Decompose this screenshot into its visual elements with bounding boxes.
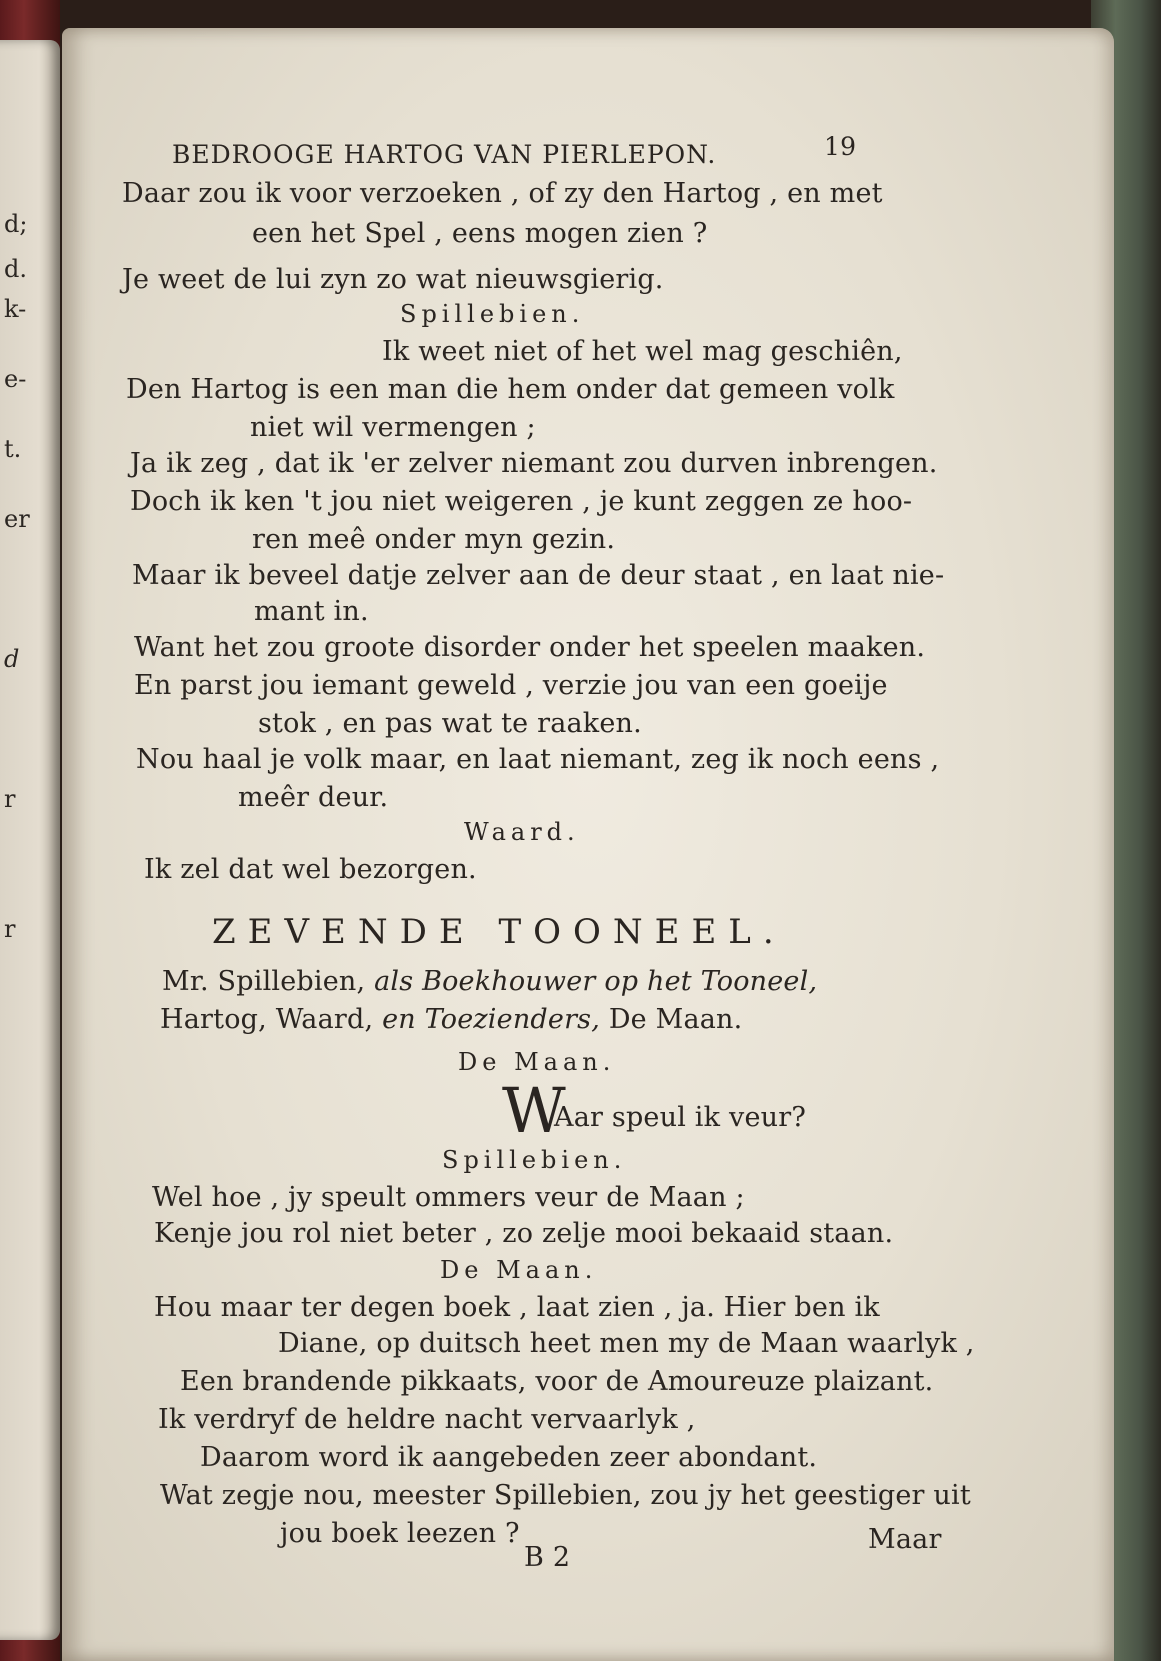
book-page: [62, 28, 1114, 1661]
text-line: Wel hoe , jy speult ommers veur de Maan ;: [152, 1182, 745, 1213]
catchword: Maar: [868, 1524, 942, 1555]
text-line: meêr deur.: [238, 782, 389, 813]
text-line: Wat zegje nou, meester Spillebien, zou jy het geestiger uit: [160, 1480, 971, 1511]
cast-note: en Toezienders,: [382, 1004, 601, 1035]
text-line: Ja ik zeg , dat ik 'er zelver niemant zou durven inbrengen.: [130, 448, 938, 479]
left-fragment: t.: [4, 435, 22, 463]
left-fragment: e-: [4, 365, 27, 393]
text-line: ren meê onder myn gezin.: [252, 524, 616, 555]
cast-name: Hartog, Waard,: [160, 1004, 374, 1035]
speaker-name: De Maan.: [458, 1048, 616, 1076]
signature-mark: B 2: [524, 1542, 571, 1573]
left-fragment: k-: [4, 295, 27, 323]
text-line: Een brandende pikkaats, voor de Amoureuze plaizant.: [180, 1366, 934, 1397]
left-fragment: r: [4, 785, 16, 813]
cast-name: De Maan.: [608, 1004, 743, 1035]
text-line: Je weet de lui zyn zo wat nieuwsgierig.: [122, 264, 664, 295]
text-line: Maar ik beveel datje zelver aan de deur staat , en laat nie-: [132, 560, 945, 591]
speaker-name: Waard.: [464, 818, 580, 846]
page-number: 19: [824, 132, 857, 161]
left-fragment: r: [4, 915, 16, 943]
text-line: Kenje jou rol niet beter , zo zelje mooi bekaaid staan.: [154, 1218, 894, 1249]
text-line: een het Spel , eens mogen zien ?: [252, 218, 708, 249]
text-line: Ik weet niet of het wel mag geschiên,: [382, 336, 903, 367]
text-line: Aar speul ik veur?: [554, 1102, 806, 1133]
left-fragment: d.: [4, 255, 27, 283]
speaker-name: Spillebien.: [400, 300, 585, 328]
left-page-edge: [0, 40, 60, 1640]
cast-list: [160, 1004, 742, 1035]
text-line: mant in.: [254, 596, 369, 627]
speaker-name: De Maan.: [440, 1256, 598, 1284]
scene-title: ZEVENDE TOONEEL.: [212, 912, 786, 952]
text-line: Daarom word ik aangebeden zeer abondant.: [200, 1442, 818, 1473]
text-line: Hou maar ter degen boek , laat zien , ja. Hier ben ik: [154, 1292, 880, 1323]
cast-list: [162, 966, 817, 997]
text-line: Diane, op duitsch heet men my de Maan waarlyk ,: [278, 1328, 975, 1359]
left-fragment: d: [4, 645, 20, 673]
text-line: stok , en pas wat te raaken.: [258, 708, 642, 739]
text-line: Den Hartog is een man die hem onder dat gemeen volk: [126, 374, 895, 405]
text-line: Ik verdryf de heldre nacht vervaarlyk ,: [158, 1404, 696, 1435]
text-line: niet wil vermengen ;: [250, 412, 536, 443]
text-line: Want het zou groote disorder onder het speelen maaken.: [134, 632, 926, 663]
text-line: Ik zel dat wel bezorgen.: [144, 854, 477, 885]
text-line: Nou haal je volk maar, en laat niemant, zeg ik noch eens ,: [136, 744, 940, 775]
running-title: BEDROOGE HARTOG VAN PIERLEPON.: [172, 140, 717, 169]
speaker-name: Spillebien.: [442, 1146, 627, 1174]
left-fragment: d;: [4, 210, 28, 238]
cast-note: als Boekhouwer op het Tooneel,: [374, 966, 818, 997]
text-line: En parst jou iemant geweld , verzie jou van een goeije: [134, 670, 888, 701]
text-line: Daar zou ik voor verzoeken , of zy den Hartog , en met: [122, 178, 883, 209]
drop-cap: W: [502, 1074, 566, 1147]
text-line: Doch ik ken 't jou niet weigeren , je kunt zeggen ze hoo-: [130, 486, 913, 517]
left-fragment: er: [4, 505, 30, 533]
text-line: jou boek leezen ?: [280, 1518, 520, 1549]
cast-name: Mr. Spillebien,: [162, 966, 366, 997]
